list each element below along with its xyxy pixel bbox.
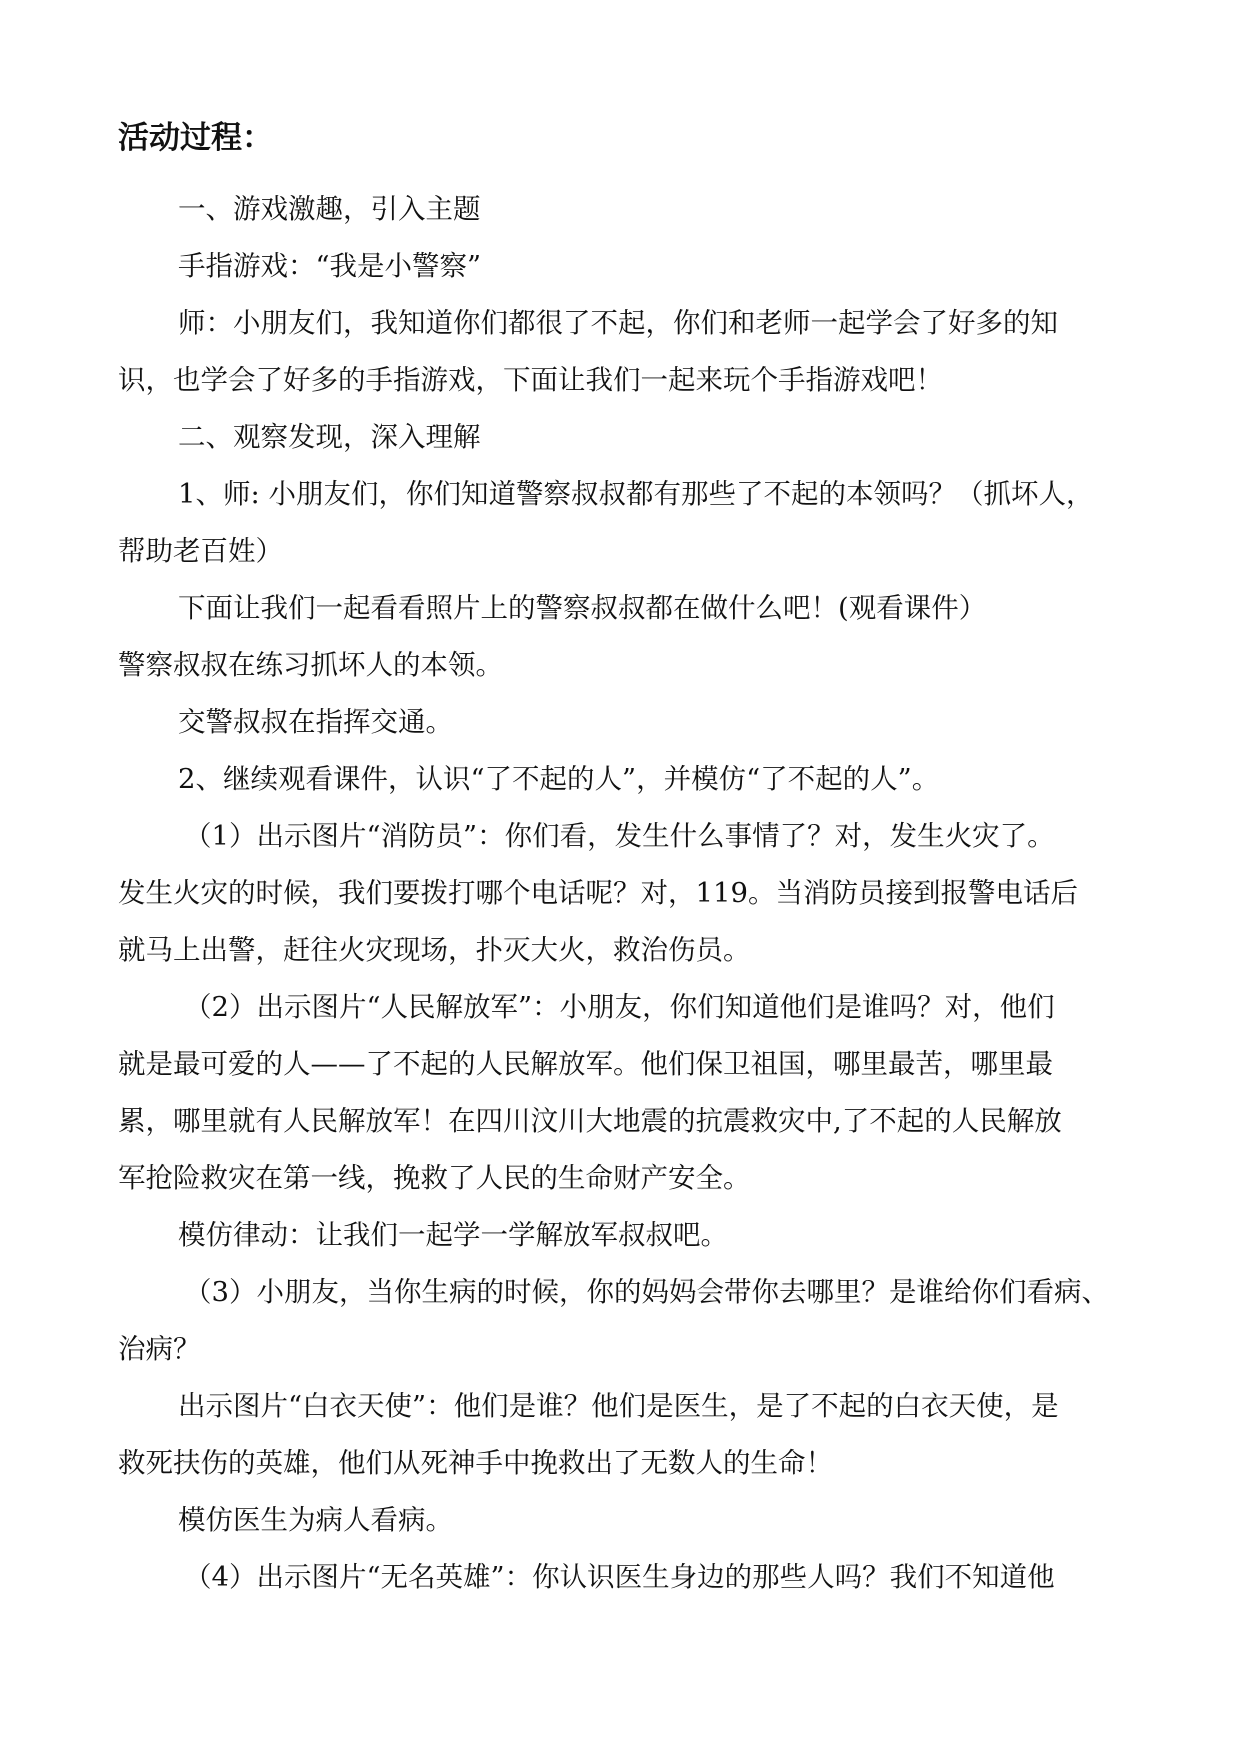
document-body [118,181,1123,1606]
paragraph-line: 治病？ [118,1333,201,1365]
paragraph-line: 警察叔叔在练习抓坏人的本领。 [118,649,503,681]
paragraph-line: 发生火灾的时候，我们要拨打哪个电话呢？对，119。当消防员接到报警电话后 [118,877,1078,909]
paragraph-line: 2、继续观看课件，认识“了不起的人”，并模仿“了不起的人”。 [178,763,940,795]
paragraph-line: 1、师: 小朋友们，你们知道警察叔叔都有那些了不起的本领吗？（抓坏人， [178,478,1094,510]
paragraph-line: （2）出示图片“人民解放军”：小朋友，你们知道他们是谁吗？对，他们 [184,991,1055,1023]
paragraph-line: （1）出示图片“消防员”：你们看，发生什么事情了？对，发生火灾了。 [184,820,1055,852]
paragraph-line: 模仿医生为病人看病。 [178,1504,453,1536]
section-heading: 活动过程： [118,120,273,156]
paragraph-line: 帮助老百姓） [118,535,283,567]
paragraph-line: 出示图片“白衣天使”：他们是谁？他们是医生，是了不起的白衣天使，是 [178,1390,1059,1422]
paragraph-line: （4）出示图片“无名英雄”：你认识医生身边的那些人吗？我们不知道他 [184,1561,1055,1593]
paragraph-line: 一、游戏激趣，引入主题 [178,193,481,225]
paragraph-line: 交警叔叔在指挥交通。 [178,706,453,738]
paragraph-line: 师：小朋友们，我知道你们都很了不起，你们和老师一起学会了好多的知 [178,307,1058,339]
paragraph-line: 就是最可爱的人——了不起的人民解放军。他们保卫祖国，哪里最苦，哪里最 [118,1048,1053,1080]
paragraph-line: 二、观察发现，深入理解 [178,421,481,453]
paragraph-line: 救死扶伤的英雄，他们从死神手中挽救出了无数人的生命！ [118,1447,833,1479]
paragraph-line: 识，也学会了好多的手指游戏，下面让我们一起来玩个手指游戏吧！ [118,364,943,396]
paragraph-line: 军抢险救灾在第一线，挽救了人民的生命财产安全。 [118,1162,751,1194]
paragraph-line: 模仿律动：让我们一起学一学解放军叔叔吧。 [178,1219,728,1251]
paragraph-line: 累，哪里就有人民解放军！在四川汶川大地震的抗震救灾中,了不起的人民解放 [118,1105,1062,1137]
paragraph-line: 下面让我们一起看看照片上的警察叔叔都在做什么吧！(观看课件） [178,592,987,624]
paragraph-line: 就马上出警，赶往火灾现场，扑灭大火，救治伤员。 [118,934,751,966]
paragraph-line: （3）小朋友，当你生病的时候，你的妈妈会带你去哪里？是谁给你们看病、 [184,1276,1109,1308]
paragraph-line: 手指游戏：“我是小警察” [178,250,482,282]
